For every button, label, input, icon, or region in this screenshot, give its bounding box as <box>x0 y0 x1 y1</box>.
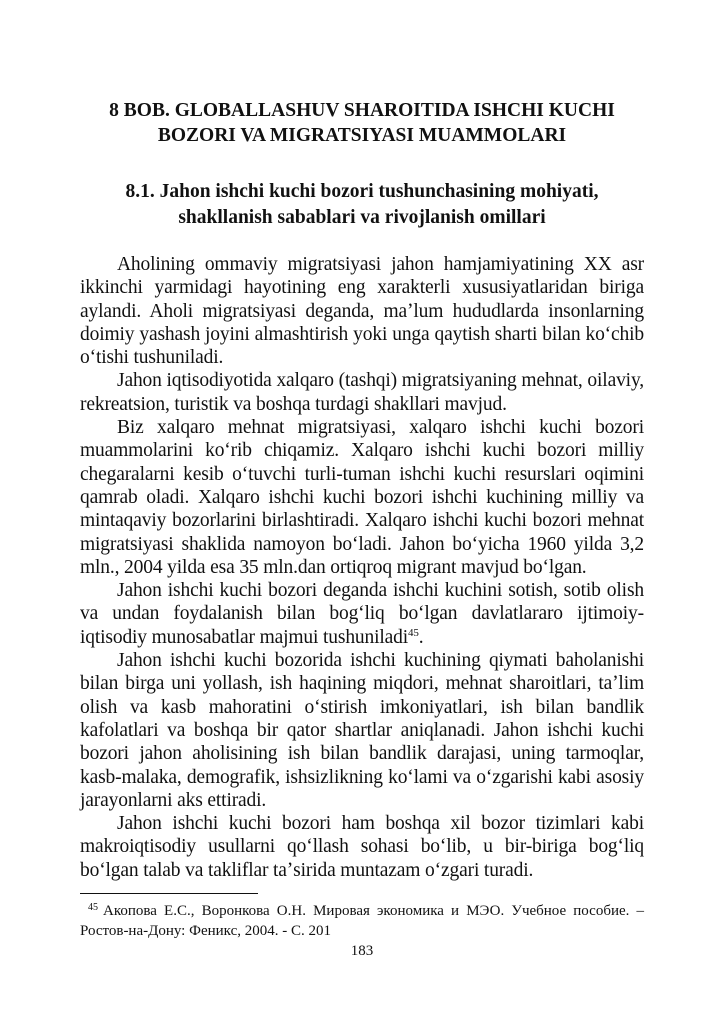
paragraph-2: Jahon iqtisodiyotida xalqaro (tashqi) migratsiyaning mehnat, oilaviy, rekreatsion, turistik va boshqa turdagi shakllari mavjud. <box>80 370 644 415</box>
paragraph-4-text: Jahon ishchi kuchi bozori deganda ishchi kuchini sotish, sotib olish va undan foydalanish bilan bogʻliq boʻlgan davlatlararo ijtimoiy-iqtisodiy munosabatlar majmui tushuniladi <box>80 580 644 648</box>
paragraph-5: Jahon ishchi kuchi bozorida ishchi kuchining qiymati baholanishi bilan birga uni yollash, ish haqining miqdori, mehnat sharoitlari, taʼlim olish va kasb mahoratini oʻstirish imkoniyatlari, ish bilan bandlik kafolatlari va boshqa bir qator shartlar aniqlanadi. Jahon ishchi kuchi bozori jahon aholisining ish bilan bandlik darajasi, uning tarmoqlar, kasb-malaka, demografik, ishsizlikning koʻlami va oʻzgarishi kabi asosiy jarayonlarni aks ettiradi. <box>80 650 644 811</box>
footnote <box>80 901 644 941</box>
body-text <box>80 253 644 882</box>
chapter-title <box>80 98 644 148</box>
paragraph-4: Jahon ishchi kuchi bozori deganda ishchi kuchini sotish, sotib olish va undan foydalanish bilan bogʻliq boʻlgan davlatlararo ijtimoiy-iqtisodiy munosabatlar majmui tushuniladi$^{45}$. <box>80 580 644 648</box>
footnote-reference[interactable]: 45 <box>408 626 419 639</box>
footnote-text: Акопова Е.С., Воронкова О.Н. Мировая экономика и МЭО. Учебное пособие. – Ростов-на-Дону: Феникс, 2004. - С. 201 <box>80 903 644 939</box>
footnote-marker: 45 <box>88 902 98 913</box>
section-title-line-2: shakllanish sabablari va rivojlanish omillari <box>178 207 546 228</box>
paragraph-1: Aholining ommaviy migratsiyasi jahon hamjamiyatining XX asr ikkinchi yarmidagi hayotining eng xarakterli xususiyatlaridan biriga aylandi. Aholi migratsiyasi deganda, maʼlum hududlarda insonlarning doimiy yashash joyini almashtirish yoki unga qaytish sharti bilan koʻchib oʻtishi tushuniladi. <box>80 254 644 369</box>
paragraph-6: Jahon ishchi kuchi bozori ham boshqa xil bozor tizimlari kabi makroiqtisodiy usullarni qoʻllash sohasi boʻlib, u bir-biriga bogʻliq boʻlgan talab va takliflar taʼsirida muntazam oʻzgari turadi. <box>80 813 644 881</box>
section-title <box>80 179 644 231</box>
footnote-divider <box>80 893 258 894</box>
paragraph-3: Biz xalqaro mehnat migratsiyasi, xalqaro ishchi kuchi bozori muammolarini koʻrib chiqamiz. Xalqaro ishchi kuchi bozori milliy chegaralarni kesib oʻtuvchi turli-tuman ishchi kuchi resurslari oqimini qamrab oladi. Xalqaro ishchi kuchi bozori ishchi kuchining milliy va mintaqaviy bozorlarini birlashtiradi. Xalqaro ishchi kuchi bozori mehnat migratsiyasi shaklida namoyon boʻladi. Jahon boʻyicha 1960 yilda 3,2 mln., 2004 yilda esa 35 mln.dan ortiqroq migrant mavjud boʻlgan. <box>80 417 644 578</box>
chapter-title-line-1: 8 BOB. GLOBALLASHUV SHAROITIDA ISHCHI KUCHI <box>109 100 615 121</box>
page-content <box>80 98 644 882</box>
section-title-line-1: 8.1. Jahon ishchi kuchi bozori tushunchasining mohiyati, <box>125 181 599 202</box>
chapter-title-line-2: BOZORI VA MIGRATSIYASI MUAMMOLARI <box>157 125 567 146</box>
page-number: 183 <box>350 943 374 959</box>
